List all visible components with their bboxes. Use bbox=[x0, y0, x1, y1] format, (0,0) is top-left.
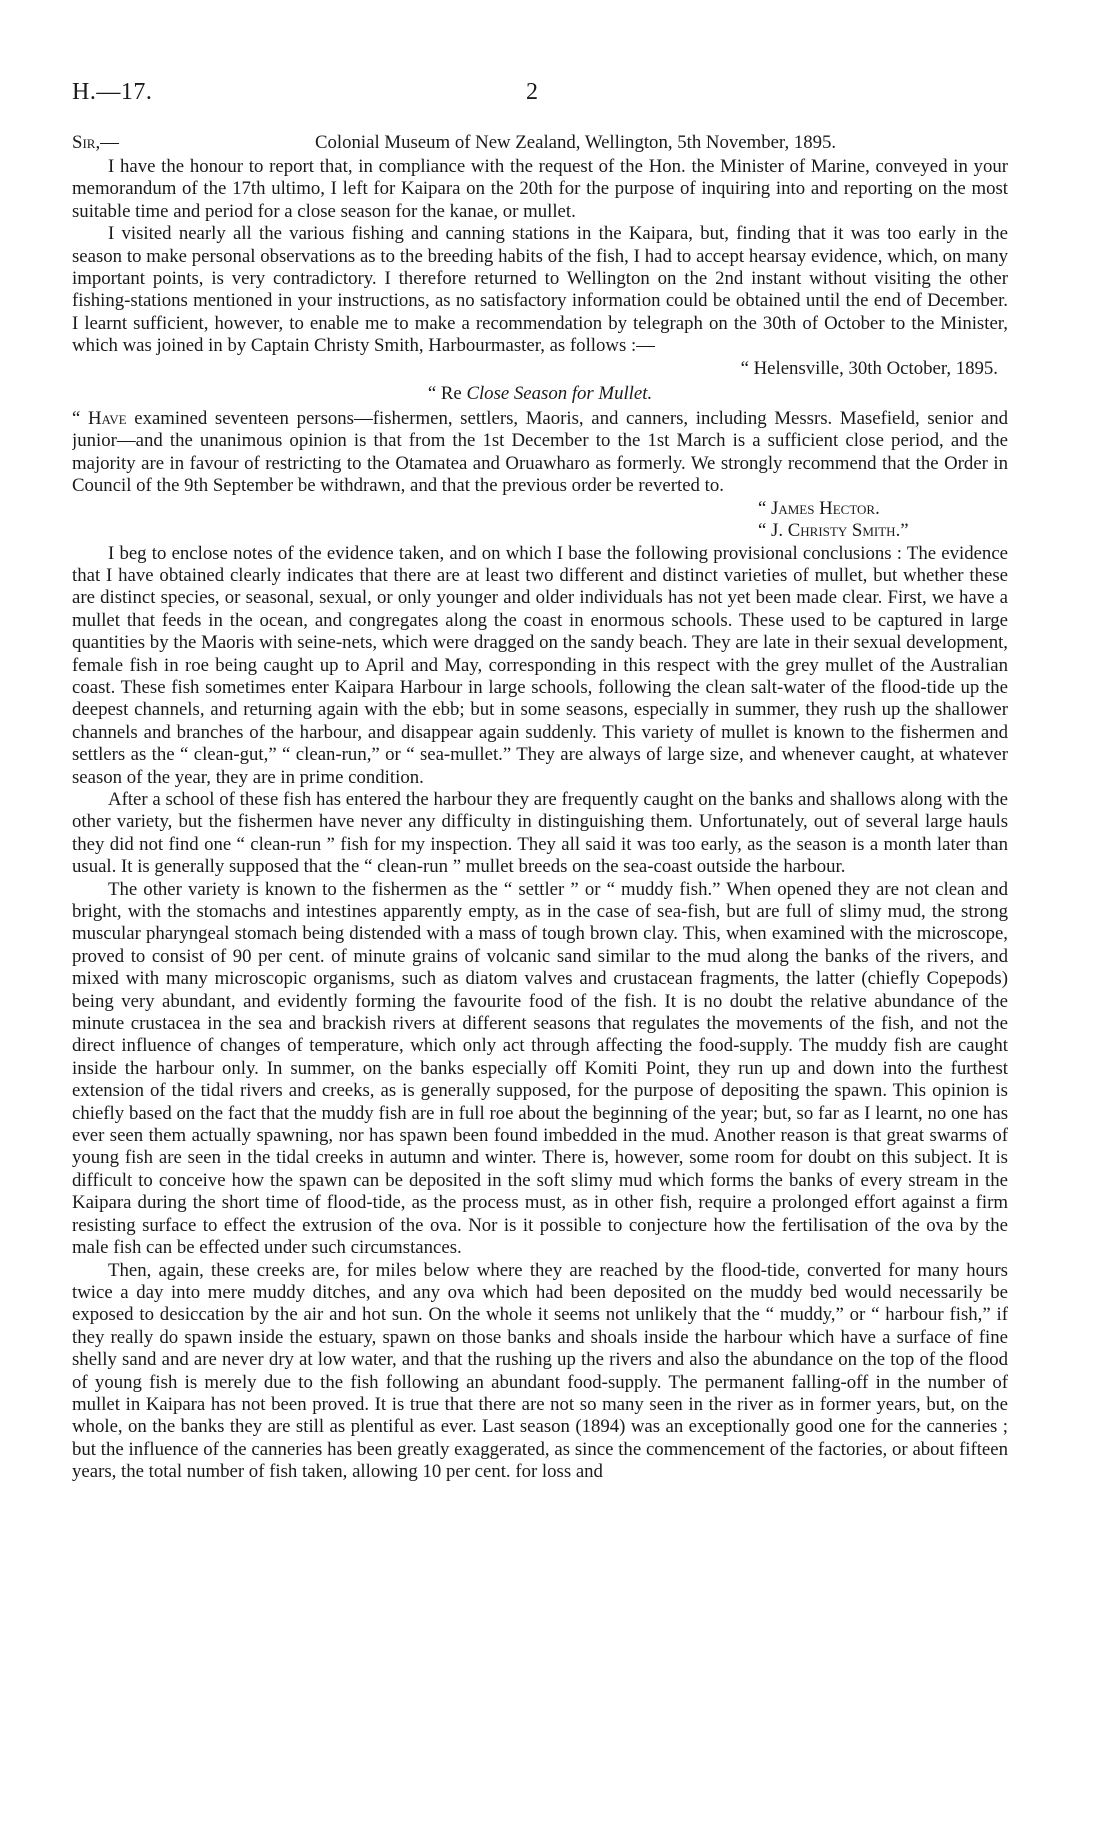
report-paragraph-1: I beg to enclose notes of the evidence taken, and on which I base the following provisional conclusions : The evidence that I have obtained clearly indicates that there are at least two different and distinct varieties of mullet, but whether these are distinct species, or seasonal, sexual, or only younger and older individuals has not yet been made clear. First, we have a mullet that feeds in the ocean, and congregates along the coast in enormous schools. These used to be captured in large quantities by the Maoris with seine-nets, which were dragged on the sandy beach. They are late in their sexual development, female fish in roe being caught up to April and May, corresponding in this respect with the grey mullet of the Australian coast. These fish sometimes enter Kaipara Harbour in large schools, following the clean salt-water of the flood-tide up the deepest channels, and returning again with the ebb; but in some seasons, especially in summer, they rush up the shallower channels and branches of the harbour, and disappear again suddenly. This variety of mullet is known to the fishermen and settlers as the “ clean-gut,” “ clean-run,” or “ sea-mullet.” They are always of large size, and whenever caught, at whatever season of the year, they are in prime condition. bbox=[72, 542, 1008, 788]
report-paragraph-3: The other variety is known to the fishermen as the “ settler ” or “ muddy fish.” When opened they are not clean and bright, with the stomachs and intestines apparently empty, as in the case of sea-fish, but are full of slimy mud, the strong muscular pharyngeal stomach being distended with a mass of tough brown clay. This, when examined with the microscope, proved to consist of 90 per cent. of minute grains of volcanic sand similar to the mud along the banks of the rivers, and mixed with many microscopic organisms, such as diatom valves and crustacean fragments, the latter (chiefly Copepods) being very abundant, and evidently forming the favourite food of the fish. It is no doubt the relative abundance of the minute crustacea in the sea and brackish rivers at different seasons that regulates the movements of the fish, and not the direct influence of changes of temperature, which only act through affecting the food-supply. The muddy fish are caught inside the harbour only. In summer, on the banks especially off Komiti Point, they run up and down into the furthest extension of the tidal rivers and creeks, as is generally supposed, for the purpose of depositing the spawn. This opinion is chiefly based on the fact that the muddy fish are in full roe about the beginning of the year; but, so far as I learnt, no one has ever seen them actually spawning, nor has spawn been found imbedded in the mud. Another reason is that great swarms of young fish are seen in the tidal creeks in autumn and winter. There is, however, some room for doubt on this subject. It is difficult to conceive how the spawn can be deposited in the soft slimy mud which forms the banks of every stream in the Kaipara during the short time of flood-tide, as the process must, as in other fish, require a prolonged effort against a firm resisting surface to effect the extrusion of the ova. Nor is it possible to conjecture how the fertilisation of the ova by the male fish can be effected under such circumstances. bbox=[72, 878, 1008, 1259]
telegram-subject-prefix: “ Re bbox=[427, 383, 462, 405]
telegram-block bbox=[72, 358, 1008, 543]
salutation: Sir,— bbox=[72, 132, 119, 153]
report-paragraph-4: Then, again, these creeks are, for miles below where they are reached by the flood-tide, converted for many hours twice a day into mere muddy ditches, and any ova which had been deposited on the muddy bed would necessarily be exposed to desiccation by the air and hot sun. On the whole it seems not unlikely that the “ muddy,” or “ harbour fish,” if they really do spawn inside the estuary, spawn on those banks and shoals inside the harbour which have a surface of fine shelly sand and are never dry at low water, and that the rushing up the rivers and also the abundance on the top of the flood of young fish is merely due to the fish following an abundant food-supply. The permanent falling-off in the number of mullet in Kaipara has not been proved. It is true that there are not so many seen in the river as in former years, but, on the whole, on the banks they are still as plentiful as ever. Last season (1894) was an exceptionally good one for the canneries ; but the influence of the canneries has been greatly exaggerated, as since the commencement of the factories, or about fifteen years, the total number of fish taken, allowing 10 per cent. for loss and bbox=[72, 1259, 1008, 1483]
page-number: 2 bbox=[526, 79, 538, 105]
telegram-place-date: “ Helensville, 30th October, 1895. bbox=[740, 357, 998, 379]
dateline: Colonial Museum of New Zealand, Wellington, 5th November, 1895. bbox=[315, 132, 837, 153]
telegram-body-text: examined seventeen persons—fishermen, settlers, Maoris, and canners, including Messrs. Masefield, senior and junior—and the unanimous opinion is that from the 1st December to the 1st March is a sufficient close period, and the majority are in favour of restricting to the Otamatea and Oruawharo as formerly. We strongly recommend that the Order in Council of the 9th September be withdrawn, and that the previous order be reverted to. bbox=[72, 408, 1008, 497]
telegram-body bbox=[72, 408, 1008, 498]
letter-opening bbox=[72, 132, 1008, 156]
document-reference: H.—17. bbox=[72, 79, 153, 105]
signature-smith: “ J. Christy Smith.” bbox=[758, 520, 909, 542]
telegram-opening-word: “ Have bbox=[72, 408, 127, 430]
telegram-subject-title: Close Season for Mullet. bbox=[466, 383, 653, 405]
document-page bbox=[72, 76, 1008, 1816]
letter-paragraph-1: I have the honour to report that, in compliance with the request of the Hon. the Minister of Marine, conveyed in your memorandum of the 17th ultimo, I left for Kaipara on the 20th for the purpose of inquiring into and reporting on the most suitable time and period for a close season for the kanae, or mullet. bbox=[72, 156, 1008, 222]
page-header bbox=[72, 76, 1008, 120]
letter-paragraph-2: I visited nearly all the various fishing and canning stations in the Kaipara, but, finding that it was too early in the season to make personal observations as to the breeding habits of the fish, I had to accept hearsay evidence, which, on many important points, is very contradictory. I therefore returned to Wellington on the 2nd instant without visiting the other fishing-stations mentioned in your instructions, as no satisfactory information could be obtained until the end of December. I learnt sufficient, however, to enable me to make a recommendation by telegraph on the 30th of October to the Minister, which was joined in by Captain Christy Smith, Harbourmaster, as follows :— bbox=[72, 223, 1008, 357]
report-paragraph-2: After a school of these fish has entered the harbour they are frequently caught on the banks and shallows along with the other variety, but the fishermen have never any difficulty in distinguishing them. Unfortunately, out of several large hauls they did not find one “ clean-run ” fish for my inspection. They all said it was too early, as the season is a month later than usual. It is generally supposed that the “ clean-run ” mullet breeds on the sea-coast outside the harbour. bbox=[72, 788, 1008, 878]
signature-hector: “ James Hector. bbox=[758, 497, 880, 519]
telegram-subject bbox=[72, 382, 1008, 406]
